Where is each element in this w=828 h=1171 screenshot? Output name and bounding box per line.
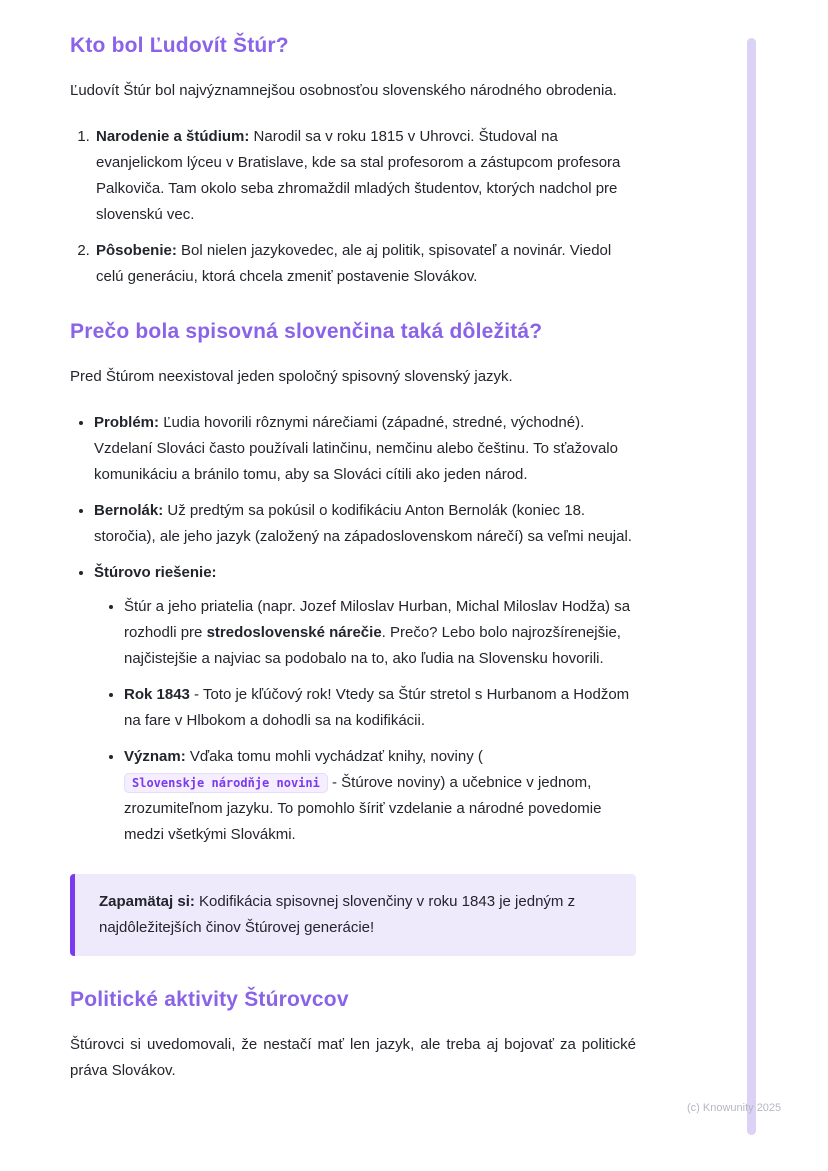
bullet-list [70, 410, 636, 848]
list-item-dialect-choice [124, 594, 636, 672]
inline-code-newspaper-name: Slovenskje národňje novini [124, 773, 328, 793]
item-text: Už predtým sa pokúsil o kodifikáciu Anton Bernolák (koniec 18. storočia), ale jeho jazyk (založený na západoslovenskom nárečí) sa veľmi neujal. [94, 502, 632, 545]
item-label: Pôsobenie: [96, 242, 177, 259]
item-text: Bol nielen jazykovedec, ale aj politik, spisovateľ a novinár. Viedol celú generáciu, ktorá chcela zmeniť postavenie Slovákov. [96, 242, 612, 285]
callout-label: Zapamätaj si: [99, 893, 195, 910]
list-item-solution [94, 560, 636, 848]
section-heading-who-was-stur: Kto bol Ľudovít Štúr? [70, 34, 289, 57]
list-item-problem [94, 410, 636, 488]
item-label: Narodenie a štúdium: [96, 128, 250, 145]
list-item-birth-study [94, 124, 636, 228]
item-bold-text: stredoslovenské nárečie [206, 624, 382, 641]
intro-paragraph: Ľudovít Štúr bol najvýznamnejšou osobnosťou slovenského národného obrodenia. [70, 82, 617, 99]
list-item-year-1843 [124, 682, 636, 734]
item-label: Rok 1843 [124, 686, 190, 703]
item-label: Význam: [124, 748, 186, 765]
callout-text: Kodifikácia spisovnej slovenčiny v roku 1843 je jedným z najdôležitejších činov Štúrovej generácie! [99, 893, 576, 936]
item-text: Narodil sa v roku 1815 v Uhrovci. Študoval na evanjelickom lýceu v Bratislave, kde sa stal profesorom a zástupcom profesora Palkoviča. Tam okolo seba zhromaždil mladých študentov, ktorých nadchol pre slovenskú vec. [96, 128, 621, 223]
item-label: Štúrovo riešenie: [94, 564, 217, 581]
item-text: - Toto je kľúčový rok! Vtedy sa Štúr stretol s Hurbanom a Hodžom na fare v Hlbokom a dohodli sa na kodifikácii. [124, 686, 630, 729]
section2-intro-paragraph: Pred Štúrom neexistoval jeden spoločný spisovný slovenský jazyk. [70, 368, 513, 385]
numbered-list [70, 124, 636, 290]
item-label: Problém: [94, 414, 160, 431]
document-content [70, 34, 636, 1104]
list-item-significance [124, 744, 636, 848]
item-text: - Štúrove noviny) a učebnice v jednom, zrozumiteľnom jazyku. To pomohlo šíriť vzdelanie a národné povedomie medzi všetkými Slovákmi. [124, 774, 602, 843]
section3-intro-paragraph: Štúrovci si uvedomovali, že nestačí mať len jazyk, ale treba aj bojovať za politické práva Slovákov. [70, 1036, 636, 1079]
item-text: Vďaka tomu mohli vychádzať knihy, noviny ( [189, 748, 483, 765]
item-text: Ľudia hovorili rôznymi nárečiami (západné, stredné, východné). Vzdelaní Slováci často používali latinčinu, nemčinu alebo češtinu. To sťažovalo komunikáciu a bránilo tomu, aby sa Slováci cítili ako jeden národ. [94, 414, 618, 483]
item-text: Štúr a jeho priatelia (napr. Jozef Miloslav Hurban, Michal Miloslav Hodža) sa rozhodli pre [124, 598, 631, 641]
item-text: . Prečo? Lebo bolo najrozšírenejšie, najčistejšie a najviac sa podobalo na to, ako ľudia na Slovensku hovorili. [124, 624, 621, 667]
watermark: (c) Knowunity 2025 [687, 1102, 782, 1114]
item-label: Bernolák: [94, 502, 164, 519]
list-item-bernolak [94, 498, 636, 550]
list-item-career [94, 238, 636, 290]
callout-box [70, 874, 636, 956]
nested-bullet-list [94, 594, 636, 848]
section-heading-why-slovak-language: Prečo bola spisovná slovenčina taká dôležitá? [70, 320, 543, 343]
section-heading-political-activities: Politické aktivity Štúrovcov [70, 988, 349, 1011]
page-side-accent-bar [747, 38, 756, 1135]
